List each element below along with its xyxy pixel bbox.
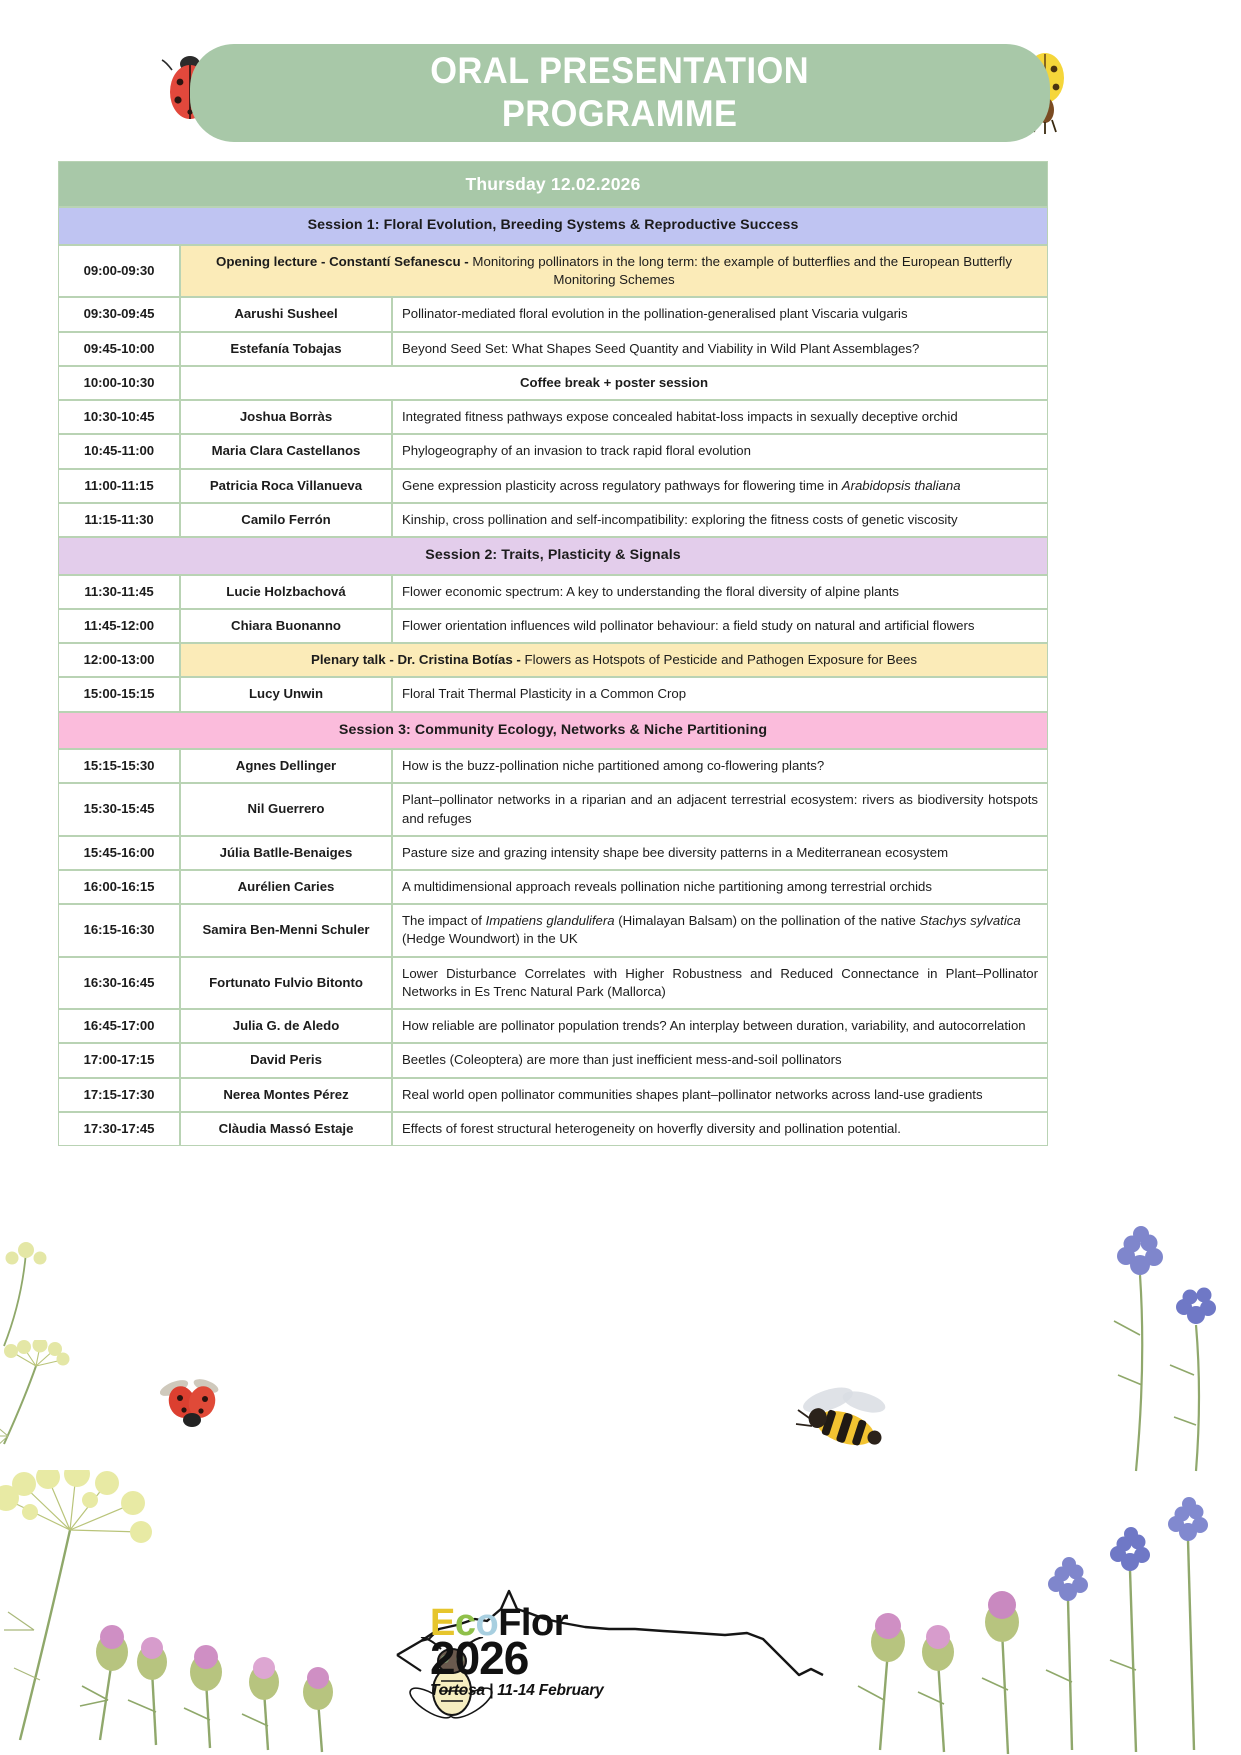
- row-title: A multidimensional approach reveals pollination niche partitioning among terrestrial orchids: [392, 870, 1048, 904]
- row-title: Kinship, cross pollination and self-incompatibility: exploring the fitness costs of genetic viscosity: [392, 503, 1048, 537]
- row-time: 15:00-15:15: [58, 677, 180, 711]
- row-time: 17:30-17:45: [58, 1112, 180, 1146]
- row-time: 16:45-17:00: [58, 1009, 180, 1043]
- row-time: 15:30-15:45: [58, 783, 180, 835]
- row-title: Pasture size and grazing intensity shape bee diversity patterns in a Mediterranean ecosystem: [392, 836, 1048, 870]
- row-lead: Opening lecture - Constantí Sefanescu -: [216, 253, 469, 269]
- table-row: [58, 434, 1048, 468]
- row-title: [180, 643, 1048, 677]
- row-title: [180, 245, 1048, 298]
- table-row: [58, 503, 1048, 537]
- row-time: 11:30-11:45: [58, 575, 180, 609]
- row-title: Integrated fitness pathways expose concealed habitat-loss impacts in sexually deceptive orchid: [392, 400, 1048, 434]
- row-title: [392, 904, 1048, 956]
- table-row: [58, 332, 1048, 366]
- row-speaker: Joshua Borràs: [180, 400, 392, 434]
- row-time: 15:15-15:30: [58, 749, 180, 783]
- row-time: 11:15-11:30: [58, 503, 180, 537]
- table-row: [58, 783, 1048, 835]
- row-time: 11:00-11:15: [58, 469, 180, 503]
- row-speaker: Estefanía Tobajas: [180, 332, 392, 366]
- row-speaker: Júlia Batlle-Benaiges: [180, 836, 392, 870]
- row-time: 10:30-10:45: [58, 400, 180, 434]
- species-name-2: Stachys sylvatica: [919, 913, 1021, 929]
- row-time: 17:00-17:15: [58, 1043, 180, 1077]
- row-speaker: Samira Ben-Menni Schuler: [180, 904, 392, 956]
- row-time: 09:30-09:45: [58, 297, 180, 331]
- table-row: [58, 677, 1048, 711]
- row-speaker: Lucie Holzbachová: [180, 575, 392, 609]
- table-row-break: [58, 366, 1048, 400]
- row-speaker: Fortunato Fulvio Bitonto: [180, 957, 392, 1009]
- date-header: Thursday 12.02.2026: [58, 161, 1048, 207]
- row-title: How is the buzz-pollination niche partitioned among co-flowering plants?: [392, 749, 1048, 783]
- thistle-flower-icon: [840, 1420, 1240, 1755]
- row-time: 16:15-16:30: [58, 904, 180, 956]
- row-speaker: Julia G. de Aledo: [180, 1009, 392, 1043]
- ecoflor-logo: [395, 1585, 825, 1725]
- species-name: Arabidopsis thaliana: [841, 477, 961, 493]
- species-name: Impatiens glandulifera: [485, 913, 615, 929]
- row-speaker: Clàudia Massó Estaje: [180, 1112, 392, 1146]
- table-row: [58, 957, 1048, 1009]
- table-row: [58, 400, 1048, 434]
- table-row: [58, 904, 1048, 956]
- row-time: 15:45-16:00: [58, 836, 180, 870]
- row-title: Effects of forest structural heterogeneity on hoverfly diversity and pollination potential.: [392, 1112, 1048, 1146]
- table-row: [58, 609, 1048, 643]
- row-time: 16:30-16:45: [58, 957, 180, 1009]
- row-title: Flower orientation influences wild pollinator behaviour: a field study on natural and artificial flowers: [392, 609, 1048, 643]
- fennel-flower-icon: [0, 1470, 180, 1750]
- table-row: [58, 836, 1048, 870]
- table-row: [58, 1009, 1048, 1043]
- table-row: [58, 297, 1048, 331]
- logo-letter-o: o: [475, 1602, 499, 1644]
- table-row: [58, 1043, 1048, 1077]
- row-time: 12:00-13:00: [58, 643, 180, 677]
- cornflower-icon: [1070, 1215, 1241, 1475]
- row-title-text: Monitoring pollinators in the long term: the example of butterflies and the European Butterfly Monitoring Schemes: [468, 253, 1012, 288]
- logo-letter-c: c: [454, 1602, 476, 1644]
- row-title: [392, 469, 1048, 503]
- row-time: 10:00-10:30: [58, 366, 180, 400]
- row-title-pre: Gene expression plasticity across regulatory pathways for flowering time in: [402, 477, 842, 493]
- row-title-mid: (Himalayan Balsam) on the pollination of the native: [614, 913, 920, 929]
- row-time: 09:45-10:00: [58, 332, 180, 366]
- table-row: [58, 749, 1048, 783]
- table-row: [58, 1078, 1048, 1112]
- logo-year: 2026: [430, 1632, 529, 1685]
- table-row: [58, 575, 1048, 609]
- page-title-line2: PROGRAMME: [502, 93, 738, 134]
- page-title: [431, 50, 810, 136]
- row-title: Plant–pollinator networks in a riparian and an adjacent terrestrial ecosystem: rivers as biodiversity hotspots and refuges: [392, 783, 1048, 835]
- table-row: [58, 245, 1048, 298]
- row-speaker: Agnes Dellinger: [180, 749, 392, 783]
- session-band-label: Session 2: Traits, Plasticity & Signals: [58, 537, 1048, 575]
- table-row: [58, 870, 1048, 904]
- session-band-2: [58, 537, 1048, 575]
- row-speaker: Camilo Ferrón: [180, 503, 392, 537]
- session-band-1: [58, 207, 1048, 245]
- row-speaker: Nil Guerrero: [180, 783, 392, 835]
- row-speaker: David Peris: [180, 1043, 392, 1077]
- date-header-row: [58, 161, 1048, 207]
- table-row: [58, 1112, 1048, 1146]
- row-speaker: Chiara Buonanno: [180, 609, 392, 643]
- row-title-post: (Hedge Woundwort) in the UK: [402, 931, 578, 947]
- row-speaker: Aurélien Caries: [180, 870, 392, 904]
- row-lead: Plenary talk - Dr. Cristina Botías -: [310, 651, 521, 667]
- row-speaker: Lucy Unwin: [180, 677, 392, 711]
- row-title: Lower Disturbance Correlates with Higher Robustness and Reduced Connectance in Plant–Pollinator Networks in Es Trenc Natural Park (Mallorca): [392, 957, 1048, 1009]
- row-speaker: Patricia Roca Villanueva: [180, 469, 392, 503]
- fennel-flower-icon: [0, 1340, 114, 1470]
- bee-icon: [790, 1380, 900, 1464]
- row-time: 10:45-11:00: [58, 434, 180, 468]
- page-title-line1: ORAL PRESENTATION: [430, 50, 810, 92]
- logo-letter-e: E: [430, 1602, 455, 1644]
- logo-subtitle: Tortosa | 11-14 February: [430, 1682, 604, 1700]
- row-title: Pollinator-mediated floral evolution in the pollination-generalised plant Viscaria vulgaris: [392, 297, 1048, 331]
- row-title: Beyond Seed Set: What Shapes Seed Quantity and Viability in Wild Plant Assemblages?: [392, 332, 1048, 366]
- row-time: 11:45-12:00: [58, 609, 180, 643]
- schedule-table: [58, 161, 1048, 1146]
- row-break-label: Coffee break + poster session: [180, 366, 1048, 400]
- header-banner: [190, 44, 1050, 142]
- row-title-text: Flowers as Hotspots of Pesticide and Pathogen Exposure for Bees: [520, 651, 918, 667]
- table-row: [58, 469, 1048, 503]
- thistle-flower-icon: [60, 1540, 390, 1755]
- session-band-3: [58, 712, 1048, 750]
- row-title: Phylogeography of an invasion to track rapid floral evolution: [392, 434, 1048, 468]
- row-speaker: Nerea Montes Pérez: [180, 1078, 392, 1112]
- row-title: How reliable are pollinator population trends? An interplay between duration, variability, and autocorrelation: [392, 1009, 1048, 1043]
- page-header: [0, 22, 1241, 142]
- session-band-label: Session 3: Community Ecology, Networks & Niche Partitioning: [58, 712, 1048, 750]
- logo-word-flor: Flor: [498, 1602, 568, 1644]
- row-time: 09:00-09:30: [58, 245, 180, 298]
- row-speaker: Maria Clara Castellanos: [180, 434, 392, 468]
- row-time: 16:00-16:15: [58, 870, 180, 904]
- flying-ladybug-icon: [160, 1370, 224, 1430]
- row-speaker: Aarushi Susheel: [180, 297, 392, 331]
- row-title-pre: The impact of: [402, 913, 486, 929]
- row-title: Real world open pollinator communities shapes plant–pollinator networks across land-use gradients: [392, 1078, 1048, 1112]
- logo-text: [430, 1602, 604, 1700]
- row-title: Floral Trait Thermal Plasticity in a Common Crop: [392, 677, 1048, 711]
- row-time: 17:15-17:30: [58, 1078, 180, 1112]
- row-title: Beetles (Coleoptera) are more than just inefficient mess-and-soil pollinators: [392, 1043, 1048, 1077]
- row-title: Flower economic spectrum: A key to understanding the floral diversity of alpine plants: [392, 575, 1048, 609]
- fennel-flower-icon: [0, 1240, 56, 1350]
- table-row: [58, 643, 1048, 677]
- session-band-label: Session 1: Floral Evolution, Breeding Systems & Reproductive Success: [58, 207, 1048, 245]
